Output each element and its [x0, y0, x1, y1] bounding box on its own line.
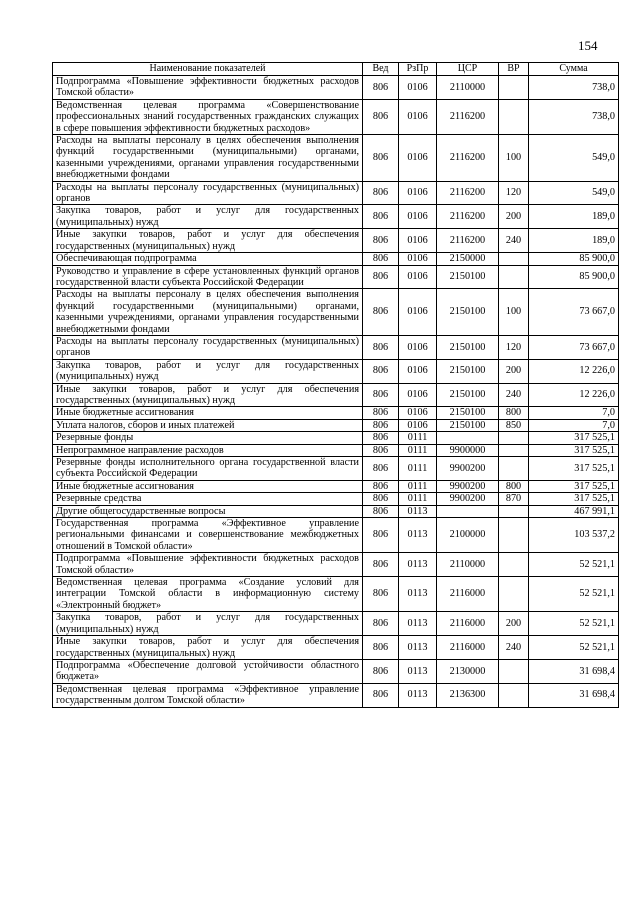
- row-rzpr-cell: 0113: [399, 518, 437, 553]
- row-ved-cell: 806: [363, 419, 399, 431]
- row-name-cell: Ведомственная целевая программа «Создание условий для интеграции Томской области в информационную систему «Электронный бюджет»: [53, 577, 363, 612]
- row-rzpr-cell: 0106: [399, 253, 437, 265]
- row-csr-cell: 2150100: [437, 335, 499, 359]
- row-ved-cell: 806: [363, 636, 399, 660]
- row-csr-cell: 2110000: [437, 553, 499, 577]
- row-name-cell: Иные бюджетные ассигнования: [53, 407, 363, 419]
- row-name-cell: Подпрограмма «Повышение эффективности бюджетных расходов Томской области»: [53, 553, 363, 577]
- table-row: [53, 419, 619, 431]
- row-ved-cell: 806: [363, 335, 399, 359]
- row-csr-cell: 2116200: [437, 229, 499, 253]
- row-ved-cell: 806: [363, 99, 399, 134]
- row-ved-cell: 806: [363, 205, 399, 229]
- page-number: 154: [578, 38, 598, 53]
- row-sum-cell: 189,0: [529, 205, 619, 229]
- row-vr-cell: [499, 683, 529, 707]
- row-rzpr-cell: 0106: [399, 407, 437, 419]
- row-sum-cell: 317 525,1: [529, 493, 619, 505]
- table-row: [53, 383, 619, 407]
- table-row: [53, 518, 619, 553]
- row-rzpr-cell: 0111: [399, 432, 437, 444]
- row-csr-cell: 9900200: [437, 493, 499, 505]
- table-row: [53, 577, 619, 612]
- table-header-row: [53, 63, 619, 76]
- row-csr-cell: 2116200: [437, 205, 499, 229]
- table-row: [53, 229, 619, 253]
- row-ved-cell: 806: [363, 135, 399, 182]
- row-name-cell: Подпрограмма «Обеспечение долговой устойчивости областного бюджета»: [53, 659, 363, 683]
- row-rzpr-cell: 0106: [399, 265, 437, 289]
- row-sum-cell: 738,0: [529, 99, 619, 134]
- row-name-cell: Закупка товаров, работ и услуг для государственных (муниципальных) нужд: [53, 612, 363, 636]
- row-sum-cell: 12 226,0: [529, 359, 619, 383]
- table-row: [53, 636, 619, 660]
- row-sum-cell: 7,0: [529, 419, 619, 431]
- row-vr-cell: 200: [499, 205, 529, 229]
- row-ved-cell: 806: [363, 265, 399, 289]
- budget-table: [52, 62, 619, 708]
- row-name-cell: Иные бюджетные ассигнования: [53, 480, 363, 492]
- row-vr-cell: 800: [499, 480, 529, 492]
- row-rzpr-cell: 0113: [399, 553, 437, 577]
- row-sum-cell: 52 521,1: [529, 636, 619, 660]
- table-row: [53, 659, 619, 683]
- table-row: [53, 335, 619, 359]
- row-rzpr-cell: 0113: [399, 683, 437, 707]
- table-row: [53, 205, 619, 229]
- table-row: [53, 181, 619, 205]
- table-row: [53, 135, 619, 182]
- row-name-cell: Непрограммное направление расходов: [53, 444, 363, 456]
- row-sum-cell: 52 521,1: [529, 612, 619, 636]
- row-name-cell: Расходы на выплаты персоналу государственных (муниципальных) органов: [53, 181, 363, 205]
- row-rzpr-cell: 0106: [399, 229, 437, 253]
- row-vr-cell: [499, 76, 529, 100]
- row-ved-cell: 806: [363, 444, 399, 456]
- row-csr-cell: 9900200: [437, 480, 499, 492]
- row-name-cell: Иные закупки товаров, работ и услуг для обеспечения государственных (муниципальных) нужд: [53, 229, 363, 253]
- row-ved-cell: 806: [363, 457, 399, 481]
- table-row: [53, 553, 619, 577]
- row-vr-cell: 200: [499, 612, 529, 636]
- row-ved-cell: 806: [363, 359, 399, 383]
- row-ved-cell: 806: [363, 493, 399, 505]
- row-rzpr-cell: 0106: [399, 76, 437, 100]
- row-name-cell: Подпрограмма «Повышение эффективности бюджетных расходов Томской области»: [53, 76, 363, 100]
- row-sum-cell: 738,0: [529, 76, 619, 100]
- row-csr-cell: [437, 432, 499, 444]
- row-name-cell: Уплата налогов, сборов и иных платежей: [53, 419, 363, 431]
- row-name-cell: Резервные средства: [53, 493, 363, 505]
- header-sum: Сумма: [529, 63, 619, 76]
- row-rzpr-cell: 0106: [399, 419, 437, 431]
- row-rzpr-cell: 0111: [399, 480, 437, 492]
- row-vr-cell: 200: [499, 359, 529, 383]
- row-sum-cell: 52 521,1: [529, 577, 619, 612]
- row-name-cell: Закупка товаров, работ и услуг для государственных (муниципальных) нужд: [53, 205, 363, 229]
- row-vr-cell: 100: [499, 135, 529, 182]
- row-vr-cell: [499, 518, 529, 553]
- row-csr-cell: 2150000: [437, 253, 499, 265]
- row-rzpr-cell: 0113: [399, 636, 437, 660]
- row-rzpr-cell: 0106: [399, 205, 437, 229]
- row-name-cell: Другие общегосударственные вопросы: [53, 505, 363, 517]
- row-vr-cell: [499, 457, 529, 481]
- row-sum-cell: 31 698,4: [529, 683, 619, 707]
- row-rzpr-cell: 0106: [399, 383, 437, 407]
- row-sum-cell: 317 525,1: [529, 432, 619, 444]
- row-csr-cell: 2116000: [437, 612, 499, 636]
- row-ved-cell: 806: [363, 518, 399, 553]
- row-name-cell: Резервные фонды: [53, 432, 363, 444]
- row-rzpr-cell: 0111: [399, 444, 437, 456]
- row-rzpr-cell: 0106: [399, 135, 437, 182]
- row-sum-cell: 467 991,1: [529, 505, 619, 517]
- row-csr-cell: 2130000: [437, 659, 499, 683]
- row-rzpr-cell: 0106: [399, 181, 437, 205]
- table-row: [53, 407, 619, 419]
- row-sum-cell: 85 900,0: [529, 253, 619, 265]
- row-vr-cell: [499, 553, 529, 577]
- row-sum-cell: 73 667,0: [529, 289, 619, 336]
- row-vr-cell: 100: [499, 289, 529, 336]
- row-csr-cell: 2100000: [437, 518, 499, 553]
- row-rzpr-cell: 0106: [399, 335, 437, 359]
- row-name-cell: Руководство и управление в сфере установленных функций органов государственной власти субъекта Российской Федерации: [53, 265, 363, 289]
- row-ved-cell: 806: [363, 289, 399, 336]
- row-ved-cell: 806: [363, 181, 399, 205]
- row-sum-cell: 549,0: [529, 181, 619, 205]
- table-row: [53, 76, 619, 100]
- row-ved-cell: 806: [363, 612, 399, 636]
- table-row: [53, 444, 619, 456]
- row-csr-cell: 2116200: [437, 99, 499, 134]
- row-sum-cell: 73 667,0: [529, 335, 619, 359]
- row-sum-cell: 7,0: [529, 407, 619, 419]
- row-ved-cell: 806: [363, 683, 399, 707]
- row-name-cell: Государственная программа «Эффективное управление региональными финансами и совершенствование межбюджетных отношений в Томской области»: [53, 518, 363, 553]
- row-sum-cell: 85 900,0: [529, 265, 619, 289]
- row-sum-cell: 317 525,1: [529, 480, 619, 492]
- row-sum-cell: 31 698,4: [529, 659, 619, 683]
- row-csr-cell: 2110000: [437, 76, 499, 100]
- row-vr-cell: [499, 577, 529, 612]
- row-vr-cell: [499, 659, 529, 683]
- row-rzpr-cell: 0113: [399, 659, 437, 683]
- row-csr-cell: 2116000: [437, 577, 499, 612]
- row-ved-cell: 806: [363, 76, 399, 100]
- row-csr-cell: 2116000: [437, 636, 499, 660]
- row-sum-cell: 52 521,1: [529, 553, 619, 577]
- row-name-cell: Иные закупки товаров, работ и услуг для обеспечения государственных (муниципальных) нужд: [53, 636, 363, 660]
- header-csr: ЦСР: [437, 63, 499, 76]
- row-name-cell: Обеспечивающая подпрограмма: [53, 253, 363, 265]
- table-row: [53, 457, 619, 481]
- row-name-cell: Расходы на выплаты персоналу в целях обеспечения выполнения функций государственными (муниципальными) органами, казенными учреждениями, органами управления государственными внебюджетными фондами: [53, 135, 363, 182]
- table-row: [53, 480, 619, 492]
- row-rzpr-cell: 0106: [399, 359, 437, 383]
- row-vr-cell: 120: [499, 181, 529, 205]
- row-sum-cell: 12 226,0: [529, 383, 619, 407]
- row-rzpr-cell: 0113: [399, 612, 437, 636]
- row-ved-cell: 806: [363, 577, 399, 612]
- row-ved-cell: 806: [363, 553, 399, 577]
- row-sum-cell: 103 537,2: [529, 518, 619, 553]
- row-ved-cell: 806: [363, 383, 399, 407]
- row-ved-cell: 806: [363, 659, 399, 683]
- header-rzpr: РзПр: [399, 63, 437, 76]
- row-name-cell: Закупка товаров, работ и услуг для государственных (муниципальных) нужд: [53, 359, 363, 383]
- row-sum-cell: 317 525,1: [529, 457, 619, 481]
- row-ved-cell: 806: [363, 229, 399, 253]
- row-name-cell: Иные закупки товаров, работ и услуг для обеспечения государственных (муниципальных) нужд: [53, 383, 363, 407]
- row-rzpr-cell: 0106: [399, 99, 437, 134]
- row-ved-cell: 806: [363, 505, 399, 517]
- row-rzpr-cell: 0106: [399, 289, 437, 336]
- row-vr-cell: [499, 505, 529, 517]
- row-vr-cell: 240: [499, 229, 529, 253]
- table-row: [53, 683, 619, 707]
- row-vr-cell: [499, 432, 529, 444]
- row-csr-cell: 9900200: [437, 457, 499, 481]
- row-sum-cell: 189,0: [529, 229, 619, 253]
- row-vr-cell: 240: [499, 636, 529, 660]
- row-vr-cell: [499, 444, 529, 456]
- row-csr-cell: 2116200: [437, 181, 499, 205]
- table-row: [53, 289, 619, 336]
- table-row: [53, 253, 619, 265]
- row-csr-cell: [437, 505, 499, 517]
- row-csr-cell: 2150100: [437, 359, 499, 383]
- row-vr-cell: [499, 253, 529, 265]
- row-name-cell: Расходы на выплаты персоналу государственных (муниципальных) органов: [53, 335, 363, 359]
- table-row: [53, 612, 619, 636]
- row-vr-cell: [499, 99, 529, 134]
- row-ved-cell: 806: [363, 253, 399, 265]
- row-csr-cell: 2150100: [437, 265, 499, 289]
- row-ved-cell: 806: [363, 480, 399, 492]
- row-name-cell: Ведомственная целевая программа «Совершенствование профессиональных знаний государственных гражданских служащих в сфере повышения эффективности бюджетных расходов»: [53, 99, 363, 134]
- table-row: [53, 359, 619, 383]
- row-csr-cell: 2116200: [437, 135, 499, 182]
- row-rzpr-cell: 0113: [399, 505, 437, 517]
- row-vr-cell: 870: [499, 493, 529, 505]
- row-csr-cell: 9900000: [437, 444, 499, 456]
- table-body: [53, 76, 619, 708]
- header-ved: Вед: [363, 63, 399, 76]
- row-rzpr-cell: 0111: [399, 493, 437, 505]
- row-rzpr-cell: 0111: [399, 457, 437, 481]
- table-row: [53, 505, 619, 517]
- row-ved-cell: 806: [363, 407, 399, 419]
- row-rzpr-cell: 0113: [399, 577, 437, 612]
- row-csr-cell: 2136300: [437, 683, 499, 707]
- row-csr-cell: 2150100: [437, 383, 499, 407]
- row-vr-cell: 120: [499, 335, 529, 359]
- row-sum-cell: 317 525,1: [529, 444, 619, 456]
- row-csr-cell: 2150100: [437, 419, 499, 431]
- table-row: [53, 99, 619, 134]
- row-vr-cell: [499, 265, 529, 289]
- row-vr-cell: 850: [499, 419, 529, 431]
- row-sum-cell: 549,0: [529, 135, 619, 182]
- row-name-cell: Резервные фонды исполнительного органа государственной власти субъекта Российской Федерации: [53, 457, 363, 481]
- row-name-cell: Расходы на выплаты персоналу в целях обеспечения выполнения функций государственными (муниципальными) органами, казенными учреждениями, органами управления государственными внебюджетными фондами: [53, 289, 363, 336]
- row-name-cell: Ведомственная целевая программа «Эффективное управление государственным долгом Томской области»: [53, 683, 363, 707]
- row-ved-cell: 806: [363, 432, 399, 444]
- table-row: [53, 493, 619, 505]
- row-csr-cell: 2150100: [437, 407, 499, 419]
- row-vr-cell: 240: [499, 383, 529, 407]
- header-name: Наименование показателей: [53, 63, 363, 76]
- table-row: [53, 432, 619, 444]
- header-vr: ВР: [499, 63, 529, 76]
- table-row: [53, 265, 619, 289]
- row-csr-cell: 2150100: [437, 289, 499, 336]
- row-vr-cell: 800: [499, 407, 529, 419]
